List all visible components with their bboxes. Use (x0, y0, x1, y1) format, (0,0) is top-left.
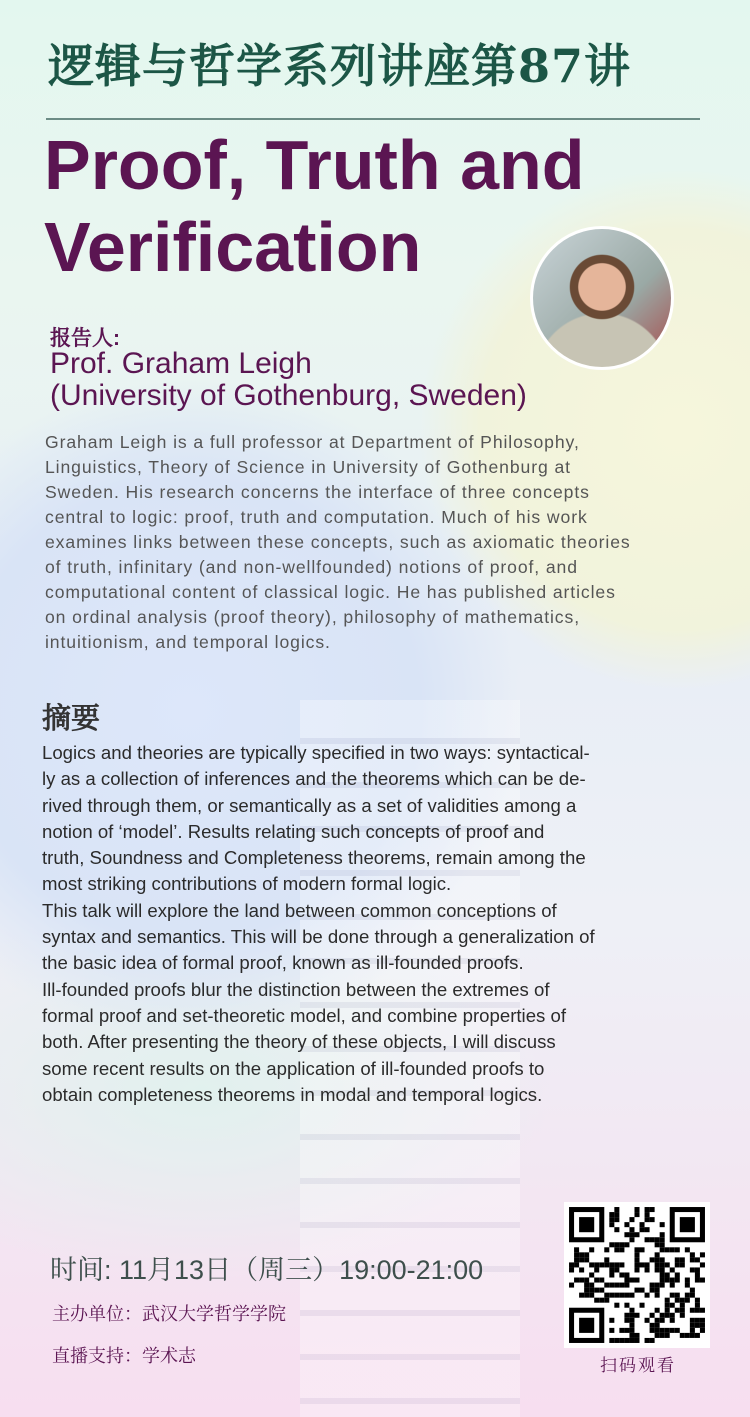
qr-module (680, 1303, 685, 1308)
qr-module (614, 1217, 619, 1222)
qr-module (629, 1338, 634, 1343)
qr-module (645, 1207, 650, 1212)
qr-module (690, 1318, 695, 1323)
qr-module (579, 1278, 584, 1283)
text-line: central to logic: proof, truth and computation. Much of his work (45, 507, 588, 527)
qr-module (609, 1272, 614, 1277)
qr-module (695, 1298, 700, 1303)
text-line: This talk will explore the land between common conceptions of (42, 899, 557, 921)
qr-module (680, 1217, 695, 1232)
qr-module (614, 1242, 619, 1247)
qr-module (640, 1303, 645, 1308)
qr-module (655, 1242, 660, 1247)
qr-module (599, 1262, 604, 1267)
qr-module (629, 1313, 634, 1318)
qr-module (680, 1262, 685, 1267)
qr-module (690, 1293, 695, 1298)
qr-module (589, 1272, 594, 1277)
qr-label: 扫码观看 (600, 1356, 676, 1375)
qr-module (604, 1262, 609, 1267)
qr-module (599, 1298, 604, 1303)
speaker-name: Prof. Graham Leigh (50, 347, 312, 380)
qr-module (680, 1298, 685, 1303)
qr-module (690, 1333, 695, 1338)
qr-module (680, 1257, 685, 1262)
qr-module (624, 1328, 629, 1333)
text-line: ly as a collection of inferences and the theorems which can be de- (42, 768, 586, 790)
qr-module (695, 1257, 700, 1262)
talk-title-line: Proof, Truth and (44, 126, 585, 204)
qr-module (695, 1318, 700, 1323)
qr-module (624, 1293, 629, 1298)
qr-module (685, 1333, 690, 1338)
qr-module (660, 1237, 665, 1242)
text-line: examines links between these concepts, such as axiomatic theories (45, 532, 631, 552)
qr-module (660, 1262, 665, 1267)
qr-module (645, 1237, 650, 1242)
qr-module (624, 1232, 629, 1237)
qr-module (584, 1257, 589, 1262)
qr-module (700, 1308, 705, 1313)
qr-module (700, 1328, 705, 1333)
qr-module (675, 1308, 680, 1313)
qr-module (619, 1247, 624, 1252)
qr-module (655, 1283, 660, 1288)
qr-module (690, 1288, 695, 1293)
qr-module (700, 1278, 705, 1283)
qr-module (579, 1252, 584, 1257)
qr-module (670, 1328, 675, 1333)
qr-module (589, 1288, 594, 1293)
qr-module (665, 1278, 670, 1283)
qr-module (614, 1283, 619, 1288)
qr-module (640, 1288, 645, 1293)
qr-module (624, 1318, 629, 1323)
qr-module (650, 1283, 655, 1288)
divider (46, 118, 700, 120)
qr-module (609, 1222, 614, 1227)
qr-module (690, 1257, 695, 1262)
organizer: 主办单位：武汉大学哲学学院 (52, 1304, 286, 1324)
qr-module (609, 1267, 614, 1272)
qr-module (640, 1227, 645, 1232)
qr-module (665, 1333, 670, 1338)
qr-module (614, 1212, 619, 1217)
qr-module (685, 1247, 690, 1252)
qr-module (645, 1262, 650, 1267)
qr-module (634, 1267, 639, 1272)
qr-module (634, 1257, 639, 1262)
text-line: formal proof and set-theoretic model, and combine properties of (42, 1004, 567, 1026)
qr-module (660, 1232, 665, 1237)
qr-module (685, 1283, 690, 1288)
qr-module (700, 1252, 705, 1257)
qr-module (665, 1313, 670, 1318)
qr-module (675, 1247, 680, 1252)
qr-module (660, 1283, 665, 1288)
qr-module (584, 1283, 589, 1288)
qr-module (650, 1257, 655, 1262)
text-line: some recent results on the application of ill-founded proofs to (42, 1057, 545, 1079)
qr-module (629, 1308, 634, 1313)
qr-module (569, 1262, 574, 1267)
qr-module (660, 1328, 665, 1333)
qr-module (579, 1257, 584, 1262)
qr-module (574, 1252, 579, 1257)
abstract-heading: 摘要 (42, 703, 101, 735)
qr-module (660, 1247, 665, 1252)
qr-module (680, 1333, 685, 1338)
qr-module (670, 1278, 675, 1283)
qr-module (624, 1278, 629, 1283)
qr-module (670, 1318, 675, 1323)
qr-module (619, 1293, 624, 1298)
qr-module (665, 1272, 670, 1277)
abstract-text (42, 740, 732, 1108)
qr-module (619, 1242, 624, 1247)
qr-module (690, 1328, 695, 1333)
qr-module (624, 1222, 629, 1227)
text-line: Sweden. His research concerns the interface of three concepts (45, 482, 590, 502)
text-line: the basic idea of formal proof, known as ill-founded proofs. (42, 952, 524, 974)
qr-module (604, 1257, 609, 1262)
speaker-info (50, 348, 650, 412)
qr-module (655, 1237, 660, 1242)
qr-module (574, 1247, 579, 1252)
qr-module (655, 1252, 660, 1257)
text-line: syntax and semantics. This will be done through a generalization of (42, 926, 595, 948)
qr-module (675, 1262, 680, 1267)
talk-title-line: Verification (44, 208, 422, 286)
qr-module (629, 1237, 634, 1242)
qr-module (634, 1333, 639, 1338)
qr-module (629, 1318, 634, 1323)
qr-module (594, 1288, 599, 1293)
qr-module (599, 1278, 604, 1283)
text-line: intuitionism, and temporal logics. (45, 632, 331, 652)
qr-module (675, 1293, 680, 1298)
qr-module (614, 1338, 619, 1343)
qr-module (695, 1308, 700, 1313)
qr-module (655, 1328, 660, 1333)
qr-module (670, 1303, 675, 1308)
qr-module (655, 1308, 660, 1313)
qr-module (650, 1328, 655, 1333)
qr-module (665, 1262, 670, 1267)
qr-module (665, 1298, 670, 1303)
qr-module (660, 1242, 665, 1247)
qr-module (655, 1323, 660, 1328)
qr-module (574, 1262, 579, 1267)
qr-module (634, 1212, 639, 1217)
qr-module (685, 1293, 690, 1298)
qr-module (645, 1318, 650, 1323)
qr-module (650, 1207, 655, 1212)
qr-module (624, 1313, 629, 1318)
text-line: rived through them, or semantically as a set of validities among a (42, 794, 577, 816)
qr-module (655, 1288, 660, 1293)
qr-module (670, 1283, 675, 1288)
qr-module (655, 1262, 660, 1267)
qr-module (670, 1313, 675, 1318)
qr-module (629, 1232, 634, 1237)
qr-module (629, 1323, 634, 1328)
qr-module (609, 1283, 614, 1288)
qr-module (640, 1247, 645, 1252)
qr-module (650, 1313, 655, 1318)
qr-module (569, 1283, 574, 1288)
qr-module (594, 1278, 599, 1283)
qr-module (695, 1303, 700, 1308)
qr-module (645, 1293, 650, 1298)
qr-module (579, 1267, 584, 1272)
qr-module (695, 1333, 700, 1338)
qr-module (650, 1237, 655, 1242)
qr-module (619, 1328, 624, 1333)
event-time: 时间: 11月13日（周三）19:00-21:00 (50, 1255, 484, 1285)
qr-module (675, 1257, 680, 1262)
qr-module (690, 1323, 695, 1328)
qr-module (665, 1328, 670, 1333)
text-line: of truth, infinitary (and non-wellfounded) notions of proof, and (45, 557, 578, 577)
qr-module (680, 1313, 685, 1318)
qr-module (624, 1242, 629, 1247)
qr-module (589, 1283, 594, 1288)
speaker-affiliation: (University of Gothenburg, Sweden) (50, 379, 527, 412)
qr-module (660, 1318, 665, 1323)
qr-module (604, 1247, 609, 1252)
qr-module (619, 1262, 624, 1267)
qr-module (685, 1278, 690, 1283)
qr-module (645, 1217, 650, 1222)
qr-module (629, 1293, 634, 1298)
qr-module (574, 1278, 579, 1283)
qr-module (634, 1278, 639, 1283)
text-line: Ill-founded proofs blur the distinction between the extremes of (42, 978, 550, 1000)
qr-module (574, 1257, 579, 1262)
qr-module (645, 1212, 650, 1217)
qr-code[interactable] (564, 1202, 710, 1348)
qr-module (584, 1252, 589, 1257)
qr-module (700, 1323, 705, 1328)
qr-module (579, 1217, 594, 1232)
qr-module (614, 1267, 619, 1272)
qr-module (589, 1247, 594, 1252)
qr-module (634, 1262, 639, 1267)
text-line: on ordinal analysis (proof theory), philosophy of mathematics, (45, 607, 580, 627)
qr-module (614, 1247, 619, 1252)
qr-module (695, 1323, 700, 1328)
qr-module (655, 1333, 660, 1338)
live-support: 直播支持：学术志 (52, 1346, 196, 1366)
qr-module (634, 1338, 639, 1343)
qr-module (609, 1328, 614, 1333)
qr-module (614, 1207, 619, 1212)
qr-module (614, 1303, 619, 1308)
qr-module (579, 1318, 594, 1333)
qr-module (609, 1217, 614, 1222)
qr-module (655, 1318, 660, 1323)
qr-module (629, 1217, 634, 1222)
qr-module (680, 1308, 685, 1313)
qr-module (660, 1278, 665, 1283)
qr-module (690, 1308, 695, 1313)
qr-module (609, 1338, 614, 1343)
qr-module (624, 1272, 629, 1277)
qr-module (614, 1262, 619, 1267)
qr-module (675, 1298, 680, 1303)
qr-module (660, 1272, 665, 1277)
qr-module (695, 1272, 700, 1277)
qr-module (634, 1247, 639, 1252)
text-line: most striking contributions of modern formal logic. (42, 873, 452, 895)
qr-module (650, 1288, 655, 1293)
qr-module (690, 1267, 695, 1272)
text-line: both. After presenting the theory of these objects, I will discuss (42, 1031, 556, 1053)
qr-module (584, 1288, 589, 1293)
qr-module (619, 1338, 624, 1343)
qr-module (599, 1288, 604, 1293)
series-title: 逻辑与哲学系列讲座第87讲 (48, 39, 632, 93)
qr-module (650, 1323, 655, 1328)
qr-module (645, 1267, 650, 1272)
qr-module (604, 1283, 609, 1288)
text-line: obtain completeness theorems in modal and temporal logics. (42, 1083, 543, 1105)
qr-module (655, 1293, 660, 1298)
qr-module (594, 1298, 599, 1303)
speaker-label: 报告人: (50, 327, 120, 350)
qr-module (634, 1252, 639, 1257)
qr-module (619, 1283, 624, 1288)
qr-module (660, 1257, 665, 1262)
qr-module (670, 1267, 675, 1272)
qr-module (579, 1293, 584, 1298)
qr-module (604, 1293, 609, 1298)
qr-module (665, 1308, 670, 1313)
qr-module (629, 1328, 634, 1333)
qr-module (650, 1338, 655, 1343)
qr-module (619, 1272, 624, 1277)
qr-module (594, 1267, 599, 1272)
qr-module (584, 1293, 589, 1298)
qr-module (634, 1313, 639, 1318)
qr-module (569, 1267, 574, 1272)
qr-module (670, 1293, 675, 1298)
text-line: Graham Leigh is a full professor at Department of Philosophy, (45, 432, 580, 452)
qr-module (650, 1217, 655, 1222)
qr-module (700, 1318, 705, 1323)
text-line: Linguistics, Theory of Science in University of Gothenburg at (45, 457, 571, 477)
qr-module (695, 1278, 700, 1283)
qr-module (675, 1272, 680, 1277)
qr-module (665, 1247, 670, 1252)
qr-module (604, 1298, 609, 1303)
qr-module (660, 1333, 665, 1338)
qr-module (700, 1262, 705, 1267)
text-line: truth, Soundness and Completeness theorems, remain among the (42, 847, 586, 869)
qr-module (690, 1252, 695, 1257)
qr-module (660, 1222, 665, 1227)
qr-module (634, 1232, 639, 1237)
text-line: computational content of classical logic. He has published articles (45, 582, 616, 602)
qr-module (614, 1227, 619, 1232)
qr-module (624, 1303, 629, 1308)
qr-module (655, 1257, 660, 1262)
qr-module (645, 1227, 650, 1232)
text-line: notion of ‘model’. Results relating such concepts of proof and (42, 820, 545, 842)
text-line: Logics and theories are typically specified in two ways: syntactical- (42, 742, 590, 763)
qr-module (660, 1313, 665, 1318)
qr-module (640, 1262, 645, 1267)
qr-module (695, 1267, 700, 1272)
qr-module (589, 1293, 594, 1298)
qr-module (675, 1328, 680, 1333)
qr-module (624, 1283, 629, 1288)
qr-module (665, 1303, 670, 1308)
qr-module (584, 1278, 589, 1283)
qr-module (609, 1293, 614, 1298)
qr-module (614, 1293, 619, 1298)
qr-module (634, 1288, 639, 1293)
qr-module (675, 1278, 680, 1283)
speaker-bio (45, 430, 735, 655)
qr-module (640, 1222, 645, 1227)
qr-module (634, 1207, 639, 1212)
qr-module (670, 1247, 675, 1252)
qr-module (629, 1227, 634, 1232)
qr-module (609, 1318, 614, 1323)
qr-module (645, 1338, 650, 1343)
qr-module (685, 1298, 690, 1303)
qr-module (655, 1267, 660, 1272)
qr-module (609, 1212, 614, 1217)
qr-module (609, 1242, 614, 1247)
qr-module (629, 1278, 634, 1283)
qr-module (629, 1333, 634, 1338)
qr-module (660, 1267, 665, 1272)
qr-module (609, 1262, 614, 1267)
qr-module (624, 1338, 629, 1343)
qr-module (589, 1262, 594, 1267)
qr-module (594, 1262, 599, 1267)
